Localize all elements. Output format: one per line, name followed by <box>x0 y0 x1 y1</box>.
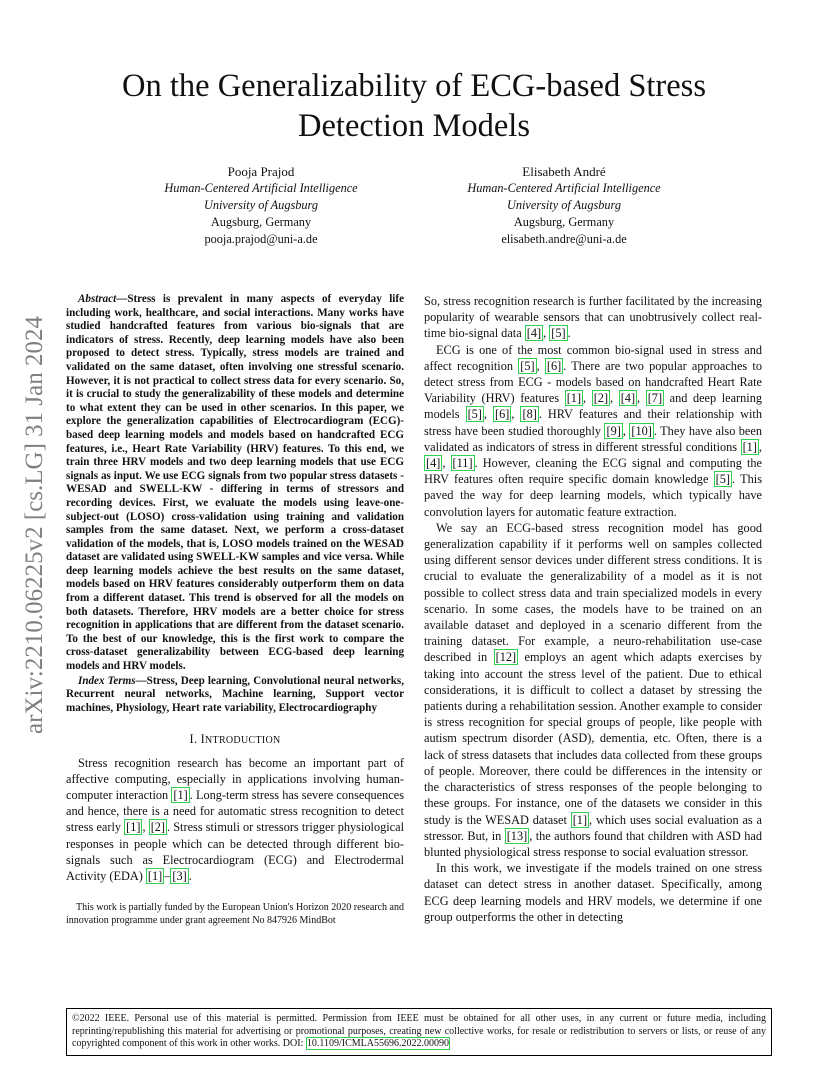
text-run: , <box>483 407 494 422</box>
author-affiliation: Human-Centered Artificial Intelligence <box>467 181 661 195</box>
intro-paragraph <box>66 755 404 885</box>
text-run: , <box>543 326 550 341</box>
author-location: Augsburg, Germany <box>513 215 615 229</box>
citation-link[interactable]: [10] <box>631 423 652 438</box>
text-run: ECG is one of the most common bio-signal used in stress and affect recognition <box>424 342 762 373</box>
right-column <box>424 293 762 925</box>
citation-link[interactable]: [6] <box>495 407 510 422</box>
text-run: . There are two popular approaches to detect stress from ECG - models based on handcrafted Heart Rate Variability (HRV) features <box>424 358 762 406</box>
citation-link[interactable]: [5] <box>715 472 731 487</box>
body-paragraph <box>424 293 762 342</box>
text-run: , <box>758 439 762 454</box>
author-name: Elisabeth André <box>522 164 606 179</box>
text-run: We say an ECG-based stress recognition model has good generalization capability if it performs well on samples collected using different sensor devices under different stress conditions. It is crucial to evaluate the generalizability of a model as it is not possible to collect stress data and train specialized models in every scenario. In some cases, the models have to be trained on an available dataset and deployed in a scenario different from the training dataset. For example, a neuro-rehabilitation use-case described in <box>424 520 762 665</box>
copyright-notice <box>66 1008 772 1056</box>
index-terms-text: —Stress, Deep learning, Convolutional neural networks, Recurrent neural networks, Machine learning, Support vector machines, Physiology, Heart rate variability, Electrocardiography <box>66 674 404 714</box>
text-run: , <box>610 391 619 406</box>
author-email: elisabeth.andre@uni-a.de <box>501 232 627 246</box>
text-run: , <box>536 358 545 373</box>
author-location: Augsburg, Germany <box>210 215 312 229</box>
text-run: . <box>567 326 571 341</box>
citation-link[interactable]: [2] <box>593 391 609 406</box>
text-run: , <box>442 456 451 471</box>
text-run: Stress recognition research has become an important part of affective computing, especially in applications involving human-computer interaction <box>66 755 404 803</box>
citation-link[interactable]: [13] <box>506 828 528 843</box>
arxiv-stamp <box>20 290 50 760</box>
abstract-text: —Stress is prevalent in many aspects of everyday life including work, healthcare, and social interactions. Many works have studied handcrafted features from various bio-signals that are indicators of stress. Recently, deep learning models have also been proposed to detect stress. Typically, stress models are trained and validated on the same dataset, often involving one stressful scenario. However, it is not practical to collect stress data for every scenario. So, it is crucial to study the generalizability of these models and determine to what extent they can be used in other scenarios. In this paper, we explore the generalization capabilities of Electrocardiogram (ECG)-based deep learning models and models based on handcrafted ECG features, i.e., Heart Rate Variability (HRV) features. To this end, we train three HRV models and two deep learning models that use ECG signals as input. We use ECG signals from two popular stress datasets - WESAD and SWELL-KW - differing in terms of stressors and recording devices. First, we evaluate the models using leave-one-subject-out (LOSO) cross-validation using training and validation samples from the same dataset. Next, we perform a cross-dataset validation of the models, that is, LOSO models trained on the WESAD dataset are validated using SWELL-KW samples and vice versa. While deep learning models achieve the best results on the same dataset, models based on HRV features considerably outperform them on data from a different dataset. This trend is observed for all the models on both datasets. Therefore, HRV models are a better choice for stress recognition in applications that are different from the dataset scenario. To the best of our knowledge, this is the first work to compare the cross-dataset generalizability between ECG-based deep learning models and HRV models. <box>66 293 404 673</box>
section-number: I. <box>189 732 198 747</box>
citation-link[interactable]: [4] <box>526 326 542 341</box>
text-run: – <box>164 869 171 884</box>
author-university: University of Augsburg <box>506 198 622 212</box>
author-university: University of Augsburg <box>203 198 319 212</box>
text-run: , which uses social evaluation as a stressor. But, in <box>424 812 762 843</box>
citation-link[interactable]: [12] <box>495 650 517 665</box>
citation-link[interactable]: [1] <box>126 820 141 835</box>
section-heading <box>66 731 404 749</box>
body-paragraph <box>424 342 762 520</box>
author-block <box>111 163 411 248</box>
paper-title: On the Generalizability of ECG-based Stress Detection Models <box>122 68 706 144</box>
citation-link[interactable]: [3] <box>172 869 187 884</box>
author-block <box>414 163 714 248</box>
citation-link[interactable]: [5] <box>520 358 535 373</box>
text-run: , <box>511 407 521 422</box>
section-title-first: I <box>200 732 206 747</box>
left-column <box>66 293 404 928</box>
citation-link[interactable]: [9] <box>606 423 621 438</box>
text-run: and deep learning models <box>424 391 763 422</box>
section-title-rest: NTRODUCTION <box>205 735 281 747</box>
author-email: pooja.prajod@uni-a.de <box>204 232 318 246</box>
abstract <box>66 293 404 674</box>
citation-link[interactable]: [5] <box>467 407 482 422</box>
footnote: This work is partially funded by the European Union's Horizon 2020 research and innovation programme under grant agreement No 847926 MindBot <box>66 902 404 927</box>
citation-link[interactable]: [11] <box>452 456 473 471</box>
text-run: , <box>637 391 646 406</box>
index-terms <box>66 675 404 716</box>
text-run: . This paved the way for deep learning models, which typically have convolution layers for automatic feature extraction. <box>424 472 762 519</box>
citation-link[interactable]: [4] <box>620 391 636 406</box>
text-run: . They have also been validated as indicators of stress in different stressful conditions <box>424 423 762 454</box>
abstract-label: Abstract <box>78 293 117 305</box>
text-run: , <box>583 391 592 406</box>
text-run: employs an agent which adapts exercises by taking into account the stress level of the patient. Due to ethical considerations, it is difficult to collect a dataset by stressing the patients during a rehabilitation session. Another example to consider is stress recognition for special groups of people, like people with autism spectrum disorder (ASD), dementia, etc. Often, there is a lack of stress datasets that includes data collected from these groups of people. Moreover, there could be differences in the intensity or the characteristics of stress responses of the people belonging to these groups. For instance, one of the datasets we consider in this study is the WESAD dataset <box>424 650 762 827</box>
citation-link[interactable]: [1] <box>147 869 163 884</box>
text-run: , <box>622 423 630 438</box>
citation-link[interactable]: [1] <box>572 812 588 827</box>
body-paragraph <box>424 520 762 860</box>
author-affiliation: Human-Centered Artificial Intelligence <box>164 181 358 195</box>
text-run: , the authors found that children with ASD had blunted physiological stress response to social evaluation stressor. <box>424 828 762 859</box>
citation-link[interactable]: [2] <box>150 820 166 835</box>
index-terms-label: Index Terms <box>78 674 136 687</box>
doi-link[interactable]: 10.1109/ICMLA55696.2022.00090 <box>306 1038 449 1050</box>
body-paragraph: In this work, we investigate if the models trained on one stress dataset can detect stress in another dataset. Specifically, among ECG deep learning models and HRV models, we determine if one group outperforms the other in detecting <box>424 861 762 924</box>
text-run: . <box>188 869 192 884</box>
citation-link[interactable]: [1] <box>742 439 757 454</box>
text-run: . However, cleaning the ECG signal and computing the HRV features often require specific domain knowledge <box>424 456 762 487</box>
text-run: , <box>142 820 149 835</box>
text-run: So, stress recognition research is further facilitated by the increasing popularity of wearable sensors that can unobtrusively collect real-time bio-signal data <box>424 294 762 341</box>
citation-link[interactable]: [6] <box>546 358 562 373</box>
arxiv-identifier: arXiv:2210.06225v2 [cs.LG] 31 Jan 2024 <box>21 316 48 734</box>
citation-link[interactable]: [7] <box>647 391 663 406</box>
author-name: Pooja Prajod <box>227 164 295 179</box>
citation-link[interactable]: [4] <box>426 456 441 471</box>
citation-link[interactable]: [8] <box>522 407 537 422</box>
citation-link[interactable]: [1] <box>566 391 582 406</box>
citation-link[interactable]: [5] <box>551 326 566 341</box>
text-run: . HRV features and their relationship with stress have been studied thoroughly <box>424 407 762 438</box>
text-run: . Stress stimuli or stressors trigger physiological responses in people which can be detected through different bio-signals such as Electrocardiogram (ECG) and Electrodermal Activity (EDA) <box>66 820 404 884</box>
copyright-text: ©2022 IEEE. Personal use of this material is permitted. Permission from IEEE must be obtained for all other uses, in any current or future media, including reprinting/republishing this material for advertising or promotional purposes, creating new collective works, for resale or redistribution to servers or lists, or reuse of any copyrighted component of this work in other works. DOI: <box>72 1013 766 1050</box>
text-run: . Long-term stress has severe consequences and hence, there is a need for automatic stress recognition to detect stress early <box>66 788 404 835</box>
citation-link[interactable]: [1] <box>173 788 188 803</box>
